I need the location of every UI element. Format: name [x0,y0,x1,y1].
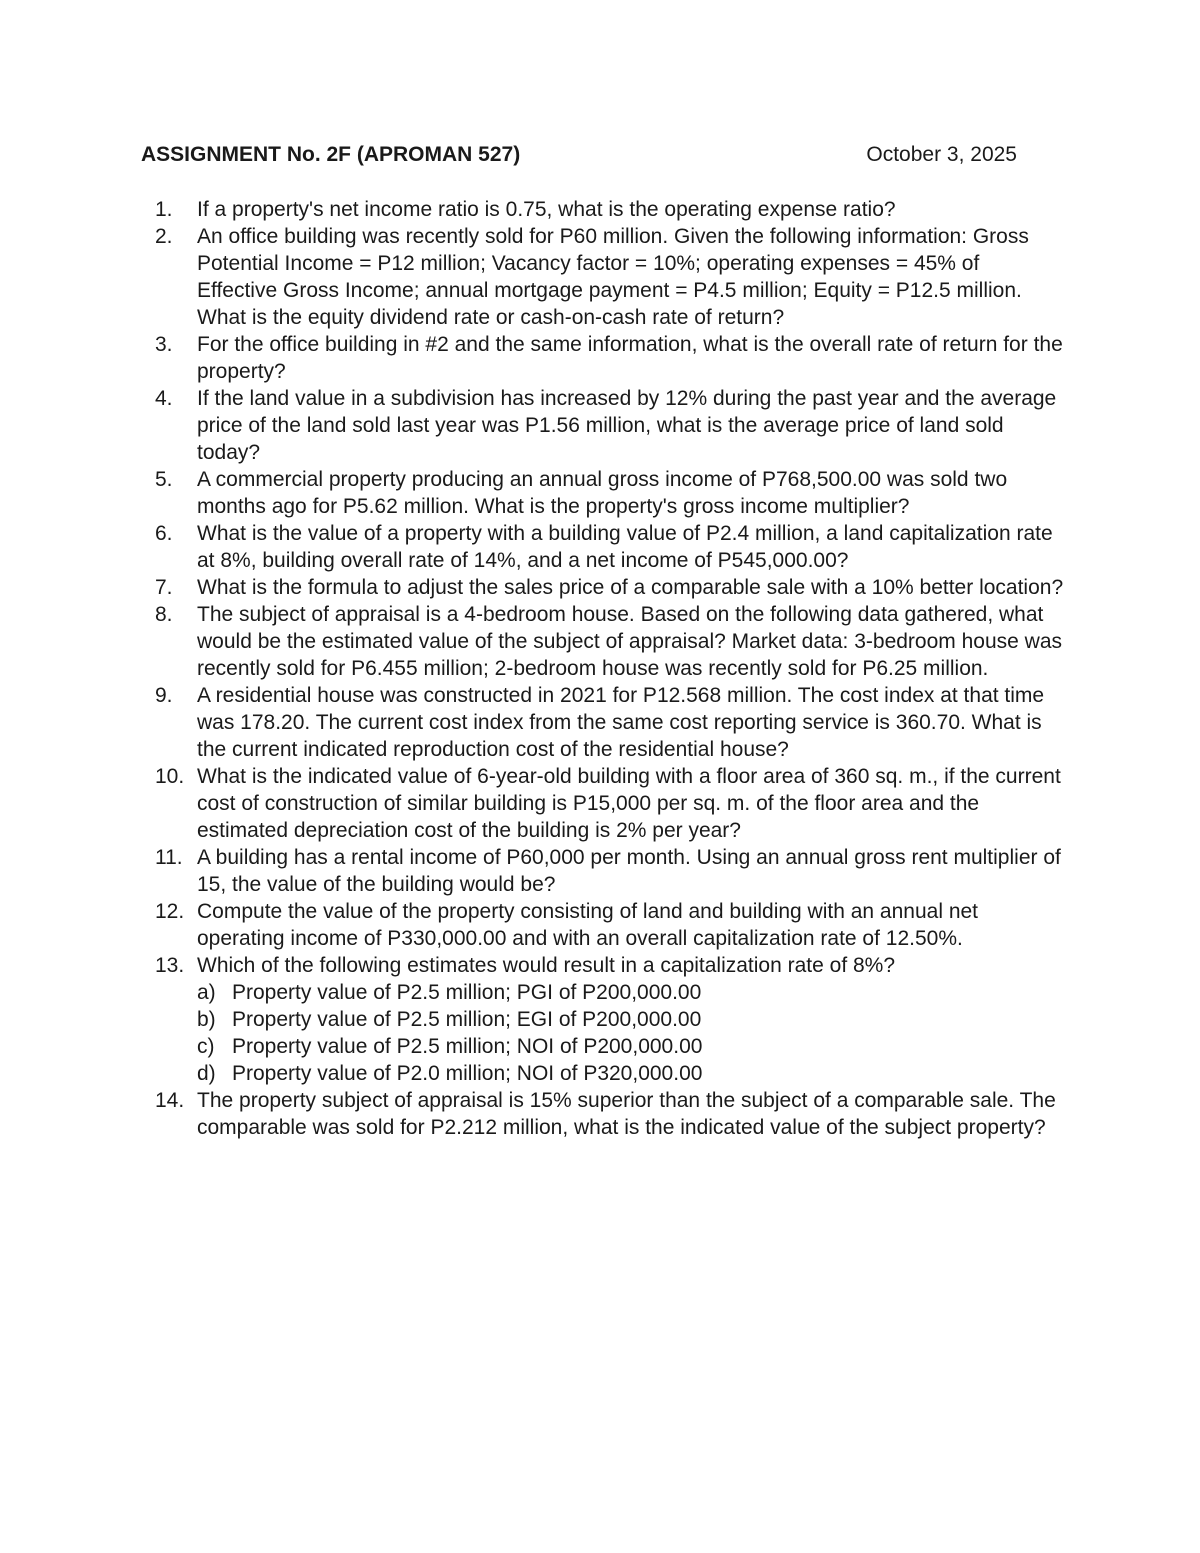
document-header [141,143,1017,173]
question-number: 4. [155,387,173,410]
question-number: 13. [155,954,185,977]
question-text: A building has a rental income of P60,000 per month. Using an annual gross rent multiplier of 15, the value of the building would be? [197,846,1061,896]
question-number: 7. [155,576,173,599]
option-text: Property value of P2.5 million; NOI of P200,000.00 [232,1035,703,1058]
answer-option [197,1060,1065,1087]
question-number: 2. [155,225,173,248]
question-item [155,520,1065,574]
question-item [155,223,1065,331]
question-number: 10. [155,765,185,788]
question-text: Compute the value of the property consisting of land and building with an annual net operating income of P330,000.00 and with an overall capitalization rate of 12.50%. [197,900,979,950]
question-number: 14. [155,1089,185,1112]
question-item [155,574,1065,601]
answer-option [197,1006,1065,1033]
option-label: d) [197,1062,216,1085]
assignment-date: October 3, 2025 [866,143,1017,166]
question-text: The property subject of appraisal is 15% superior than the subject of a comparable sale. The comparable was sold for P2.212 million, what is the indicated value of the subject property? [197,1089,1056,1139]
option-label: c) [197,1035,215,1058]
option-label: a) [197,981,216,1004]
question-text: What is the indicated value of 6-year-old building with a floor area of 360 sq. m., if the current cost of construction of similar building is P15,000 per sq. m. of the floor area and the estimated depreciation cost of the building is 2% per year? [197,765,1061,842]
question-text: What is the formula to adjust the sales price of a comparable sale with a 10% better location? [197,576,1064,599]
question-item [155,763,1065,844]
question-number: 5. [155,468,173,491]
question-number: 6. [155,522,173,545]
question-item [155,196,1065,223]
option-text: Property value of P2.0 million; NOI of P320,000.00 [232,1062,703,1085]
question-number: 12. [155,900,185,923]
question-item [155,952,1065,1087]
question-item [155,385,1065,466]
question-text: A residential house was constructed in 2021 for P12.568 million. The cost index at that time was 178.20. The current cost index from the same cost reporting service is 360.70. What is the current indicated reproduction cost of the residential house? [197,684,1045,761]
question-item [155,898,1065,952]
question-text: What is the value of a property with a building value of P2.4 million, a land capitalization rate at 8%, building overall rate of 14%, and a net income of P545,000.00? [197,522,1053,572]
question-list [155,196,1065,1141]
answer-option [197,979,1065,1006]
assignment-title: ASSIGNMENT No. 2F (APROMAN 527) [141,143,521,166]
question-item [155,601,1065,682]
question-number: 3. [155,333,173,356]
option-text: Property value of P2.5 million; EGI of P200,000.00 [232,1008,702,1031]
option-text: Property value of P2.5 million; PGI of P200,000.00 [232,981,702,1004]
question-text: If the land value in a subdivision has increased by 12% during the past year and the average price of the land sold last year was P1.56 million, what is the average price of land sold today? [197,387,1057,464]
question-text: For the office building in #2 and the same information, what is the overall rate of return for the property? [197,333,1063,383]
answer-option [197,1033,1065,1060]
question-text: A commercial property producing an annual gross income of P768,500.00 was sold two months ago for P5.62 million. What is the property's gross income multiplier? [197,468,1008,518]
question-text: If a property's net income ratio is 0.75, what is the operating expense ratio? [197,198,896,221]
option-label: b) [197,1008,216,1031]
question-number: 9. [155,684,173,707]
question-item [155,682,1065,763]
question-number: 11. [155,846,183,869]
question-item [155,331,1065,385]
question-item [155,844,1065,898]
question-number: 1. [155,198,173,221]
question-text: An office building was recently sold for P60 million. Given the following information: Gross Potential Income = P12 million; Vacancy factor = 10%; operating expenses = 45% of Effective Gross Income; annual mortgage payment = P4.5 million; Equity = P12.5 million. What is the equity dividend rate or cash-on-cash rate of return? [197,225,1029,329]
answer-options [197,979,1065,1087]
question-text: Which of the following estimates would result in a capitalization rate of 8%? [197,954,896,977]
question-number: 8. [155,603,173,626]
question-item [155,1087,1065,1141]
question-text: The subject of appraisal is a 4-bedroom house. Based on the following data gathered, what would be the estimated value of the subject of appraisal? Market data: 3-bedroom house was recently sold for P6.455 million; 2-bedroom house was recently sold for P6.25 million. [197,603,1063,680]
question-item [155,466,1065,520]
